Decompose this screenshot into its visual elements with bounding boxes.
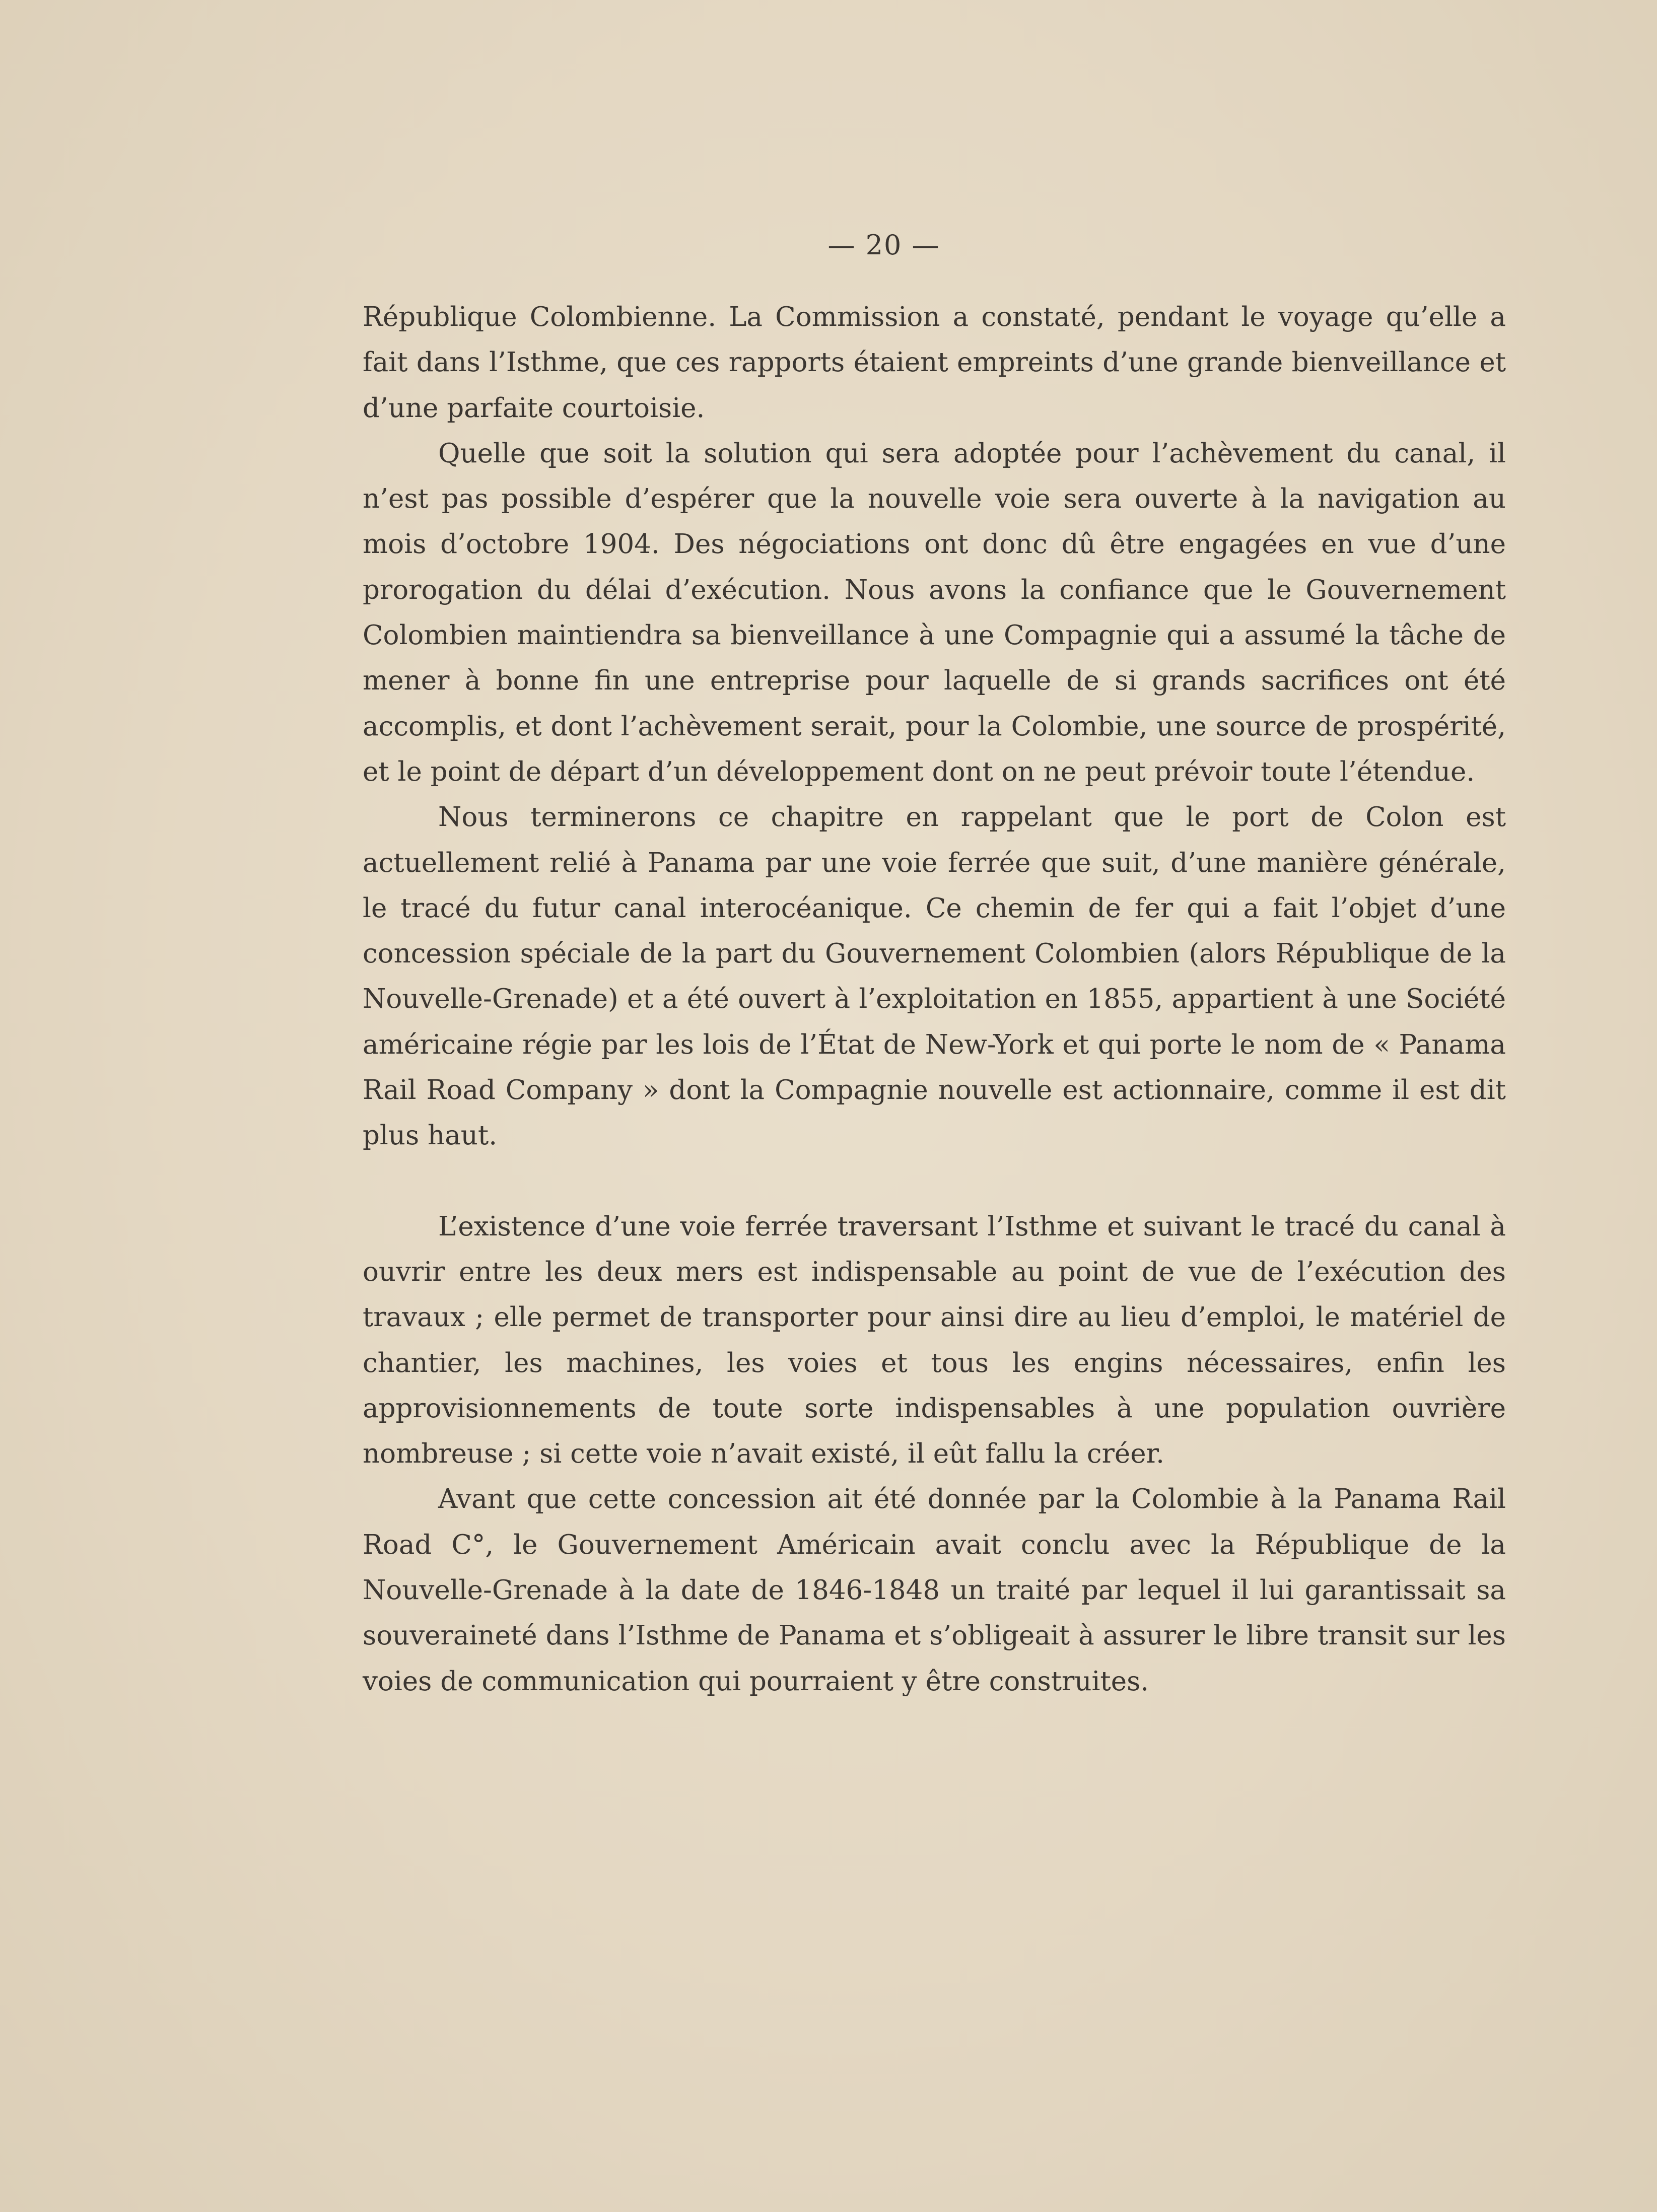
paragraph-2: Quelle que soit la solution qui sera adoptée pour l’achèvement du canal, il n’est pas possible d’espérer que la nouvelle voie sera ouverte à la navigation au mois d’octobre 1904. Des négociations ont donc dû être engagées en vue d’une prorogation du délai d’exécution. Nous avons la confiance que le Gouvernement Colombien maintiendra sa bienveillance à une Compagnie qui a assumé la tâche de mener à bonne fin une entreprise pour laquelle de si grands sacrifices ont été accomplis, et dont l’achèvement serait, pour la Colombie, une source de prospérité, et le point de départ d’un développement dont on ne peut prévoir toute l’étendue. xyxy=(363,438,1506,787)
paragraph-3: Nous terminerons ce chapitre en rappelant que le port de Colon est actuellement relié à Panama par une voie ferrée que suit, d’une manière générale, le tracé du futur canal interocéanique. Ce chemin de fer qui a fait l’objet d’une concession spéciale de la part du Gouvernement Colombien (alors République de la Nouvelle-Grenade) et a été ouvert à l’exploitation en 1855, appartient à une Société américaine régie par les lois de l’État de New-York et qui porte le nom de « Panama Rail Road Company » dont la Compagnie nouvelle est actionnaire, comme il est dit plus haut. xyxy=(363,802,1506,1151)
page-number: — 20 — xyxy=(827,229,940,261)
body-text xyxy=(363,295,1506,1704)
paragraph-5: Avant que cette concession ait été donnée par la Colombie à la Panama Rail Road C°, le Gouvernement Américain avait conclu avec la République de la Nouvelle-Grenade à la date de 1846-1848 un traité par lequel il lui garantissait sa souveraineté dans l’Isthme de Panama et s’obligeait à assurer le libre transit sur les voies de communication qui pourraient y être construites. xyxy=(363,1484,1506,1697)
paragraph-4: L’existence d’une voie ferrée traversant l’Isthme et suivant le tracé du canal à ouvrir entre les deux mers est indispensable au point de vue de l’exécution des travaux ; elle permet de transporter pour ainsi dire au lieu d’emploi, le matériel de chantier, les machines, les voies et tous les engins nécessaires, enfin les approvisionnements de toute sorte indispensables à une population ouvrière nombreuse ; si cette voie n’avait existé, il eût fallu la créer. xyxy=(363,1211,1506,1470)
paragraph-1: République Colombienne. La Commission a constaté, pendant le voyage qu’elle a fait dans l’Isthme, que ces rapports étaient empreints d’une grande bienveillance et d’une parfaite courtoisie. xyxy=(363,302,1506,424)
